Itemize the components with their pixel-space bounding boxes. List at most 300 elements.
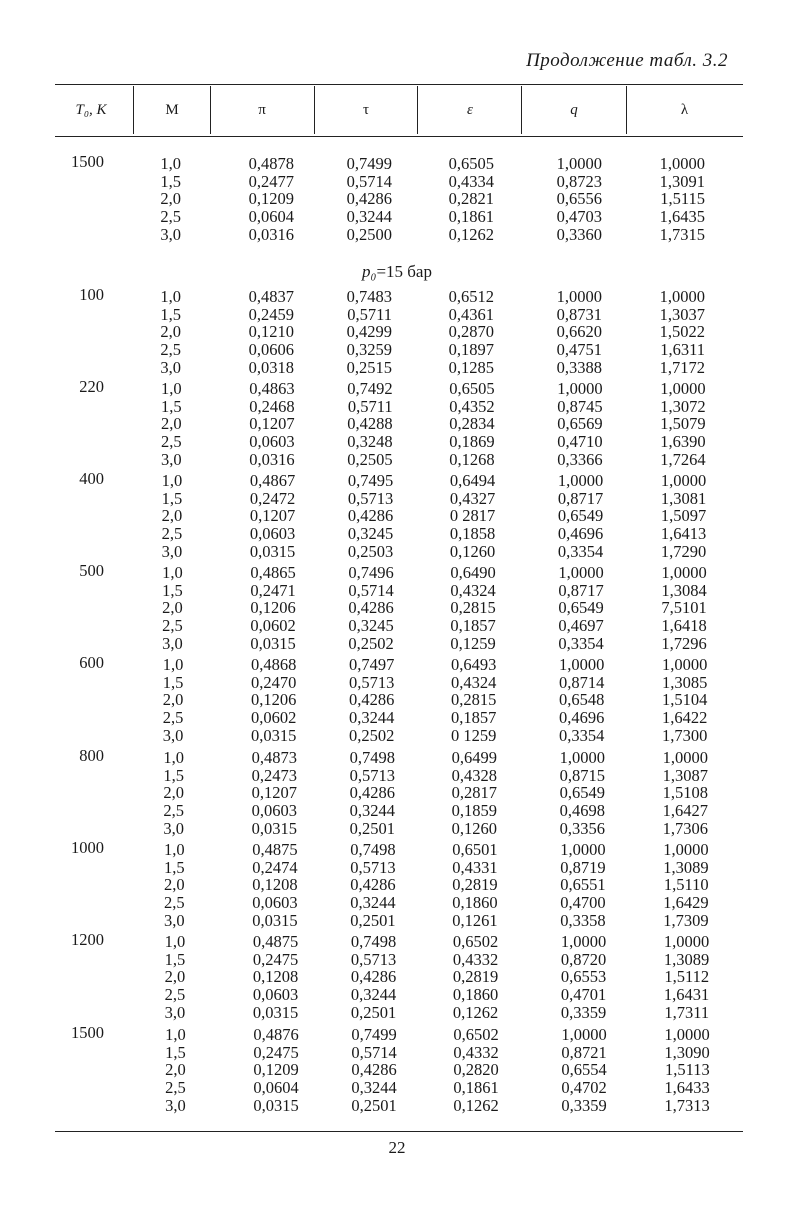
cell-mach: 2,0	[162, 598, 183, 618]
cell-epsilon: 0,1857	[450, 616, 496, 636]
cell-q: 0,3356	[559, 818, 605, 838]
cell-tau: 0,7492	[347, 379, 393, 398]
cell-pi: 0,1206	[251, 690, 297, 710]
cell-tau: 0,5714	[346, 171, 392, 191]
header-bottom-rule	[55, 136, 743, 137]
cell-q: 1,0000	[561, 1025, 607, 1044]
cell-q: 0,8714	[559, 672, 605, 692]
cell-mach: 1,5	[163, 857, 185, 877]
cell-mach: 1,0	[160, 379, 182, 398]
cell-q: 0,6556	[556, 189, 602, 209]
cell-q: 0,8721	[561, 1042, 607, 1062]
cell-epsilon: 0,1262	[452, 1002, 499, 1022]
header-top-rule	[55, 84, 743, 85]
cell-q: 0,6548	[559, 690, 605, 710]
cell-tau: 0,2501	[350, 910, 396, 930]
cell-pi: 0,1209	[253, 1060, 299, 1080]
temperature-value: 500	[79, 561, 104, 580]
cell-epsilon: 0,1859	[451, 801, 497, 821]
cell-lambda: 1,7172	[659, 357, 705, 377]
cell-tau: 0,5713	[347, 488, 394, 508]
cell-epsilon: 0,1260	[449, 541, 496, 561]
cell-mach: 2,5	[160, 432, 182, 452]
cell-mach: 3,0	[164, 1002, 186, 1022]
cell-q: 0,6549	[558, 598, 604, 618]
cell-q: 0,4696	[557, 524, 604, 544]
cell-q: 1,0000	[559, 655, 605, 674]
cell-q: 0,3354	[557, 541, 604, 561]
cell-pi: 0,0315	[250, 633, 296, 653]
cell-tau: 0,2501	[349, 818, 395, 838]
cell-epsilon: 0,6505	[448, 154, 494, 173]
cell-tau: 0,3244	[349, 708, 395, 728]
cell-epsilon: 0,2821	[448, 189, 494, 209]
temperature-value: 1500	[71, 152, 104, 171]
cell-q: 0,4703	[556, 207, 602, 227]
cell-pi: 0,0603	[249, 432, 295, 452]
cell-epsilon: 0,1285	[448, 357, 494, 377]
cell-q: 0,4697	[558, 616, 604, 636]
cell-q: 0,6569	[557, 414, 603, 434]
cell-epsilon: 0,4324	[451, 672, 497, 692]
cell-pi: 0,4875	[252, 840, 298, 859]
cell-epsilon: 0,2834	[449, 414, 495, 434]
pressure-value: =15 бар	[376, 262, 432, 281]
temperature-value: 1500	[71, 1023, 104, 1042]
header-lambda: λ	[680, 101, 689, 118]
temperature-value: 100	[79, 285, 104, 304]
header-divider	[133, 86, 134, 134]
table-header	[55, 86, 743, 134]
cell-mach: 2,5	[163, 801, 184, 821]
cell-q: 0,6620	[556, 322, 602, 342]
cell-q: 1,0000	[556, 287, 602, 306]
cell-tau: 0,7483	[346, 287, 392, 306]
cell-tau: 0,5713	[350, 857, 396, 877]
cell-mach: 2,5	[164, 985, 186, 1005]
cell-pi: 0,0602	[251, 708, 297, 728]
cell-tau: 0,5711	[347, 396, 393, 416]
cell-q: 0,4710	[557, 432, 603, 452]
cell-epsilon: 0,6493	[451, 655, 497, 674]
header-divider	[314, 86, 315, 134]
cell-lambda: 1,5115	[660, 189, 705, 209]
cell-mach: 1,0	[160, 287, 181, 306]
header-epsilon: ε	[467, 101, 473, 118]
cell-pi: 0,4868	[251, 655, 297, 674]
cell-tau: 0,3245	[348, 616, 394, 636]
cell-q: 0,8745	[557, 396, 603, 416]
cell-tau: 0,5714	[351, 1042, 397, 1062]
cell-epsilon: 0,6512	[448, 287, 494, 306]
cell-pi: 0,0603	[251, 801, 297, 821]
cell-tau: 0,3244	[346, 207, 392, 227]
cell-pi: 0,0315	[251, 725, 297, 745]
cell-mach: 2,5	[162, 616, 183, 636]
cell-pi: 0,1207	[251, 783, 297, 803]
cell-pi: 0,1207	[249, 414, 295, 434]
cell-tau: 0,5711	[347, 304, 392, 324]
cell-mach: 1,0	[162, 563, 183, 582]
cell-epsilon: 0,2820	[453, 1060, 499, 1080]
cell-lambda: 1,5097	[660, 506, 707, 526]
temperature-value: 800	[79, 746, 104, 765]
cell-epsilon: 0,1860	[452, 985, 499, 1005]
cell-pi: 0,0603	[252, 893, 298, 913]
cell-lambda: 1,7264	[660, 449, 706, 469]
cell-q: 1,0000	[556, 154, 602, 173]
cell-q: 0,3358	[560, 910, 606, 930]
cell-lambda: 1,7296	[661, 633, 707, 653]
cell-pi: 0,1206	[250, 598, 296, 618]
cell-pi: 0,2474	[252, 857, 298, 877]
cell-lambda: 1,0000	[663, 932, 710, 951]
cell-lambda: 1,6429	[663, 893, 709, 913]
cell-lambda: 1,6413	[660, 524, 707, 544]
cell-lambda: 1,0000	[661, 563, 707, 582]
cell-mach: 1,5	[160, 171, 181, 191]
cell-q: 1,0000	[557, 471, 604, 490]
cell-lambda: 1,7313	[664, 1095, 710, 1115]
cell-lambda: 1,3091	[659, 171, 705, 191]
cell-pi: 0,0315	[253, 1095, 299, 1115]
cell-mach: 2,0	[163, 783, 184, 803]
cell-epsilon: 0,1259	[450, 633, 496, 653]
cell-mach: 2,5	[165, 1078, 186, 1098]
cell-mach: 1,5	[160, 396, 182, 416]
cell-epsilon: 0,2819	[452, 967, 499, 987]
cell-q: 1,0000	[558, 563, 604, 582]
cell-lambda: 1,3089	[663, 949, 710, 969]
cell-q: 0,8723	[556, 171, 602, 191]
cell-mach: 2,0	[160, 322, 181, 342]
cell-pi: 0,2477	[248, 171, 294, 191]
cell-pi: 0,1207	[249, 506, 296, 526]
cell-lambda: 1,7300	[662, 725, 708, 745]
cell-pi: 0,2468	[249, 396, 295, 416]
cell-lambda: 1,5113	[665, 1060, 710, 1080]
cell-epsilon: 0,6502	[452, 932, 499, 951]
cell-q: 0,3360	[556, 224, 602, 244]
cell-lambda: 1,0000	[662, 748, 708, 767]
cell-epsilon: 0,2870	[448, 322, 494, 342]
cell-q: 0,8715	[559, 765, 605, 785]
cell-lambda: 1,3081	[660, 488, 707, 508]
cell-epsilon: 0,4332	[453, 1042, 499, 1062]
cell-tau: 0,4286	[350, 875, 396, 895]
pressure-symbol: p₀	[362, 262, 377, 281]
cell-q: 0,3366	[557, 449, 603, 469]
cell-q: 0,4700	[560, 893, 606, 913]
cell-tau: 0,4286	[347, 506, 394, 526]
cell-lambda: 1,6431	[663, 985, 710, 1005]
cell-lambda: 1,6427	[662, 801, 708, 821]
cell-tau: 0,7499	[346, 154, 392, 173]
cell-epsilon: 0,6499	[451, 748, 497, 767]
cell-lambda: 1,5104	[662, 690, 708, 710]
cell-pi: 0,4876	[253, 1025, 299, 1044]
cell-q: 0,6551	[560, 875, 606, 895]
cell-tau: 0,2501	[351, 1095, 397, 1115]
cell-mach: 2,5	[162, 708, 184, 728]
cell-tau: 0,7498	[350, 840, 396, 859]
cell-mach: 2,5	[163, 893, 185, 913]
cell-epsilon: 0 2817	[449, 506, 496, 526]
cell-mach: 2,5	[160, 340, 181, 360]
cell-tau: 0,5714	[348, 580, 394, 600]
cell-lambda: 1,7311	[664, 1002, 710, 1022]
cell-epsilon: 0,1268	[449, 449, 495, 469]
cell-tau: 0,4286	[346, 189, 392, 209]
cell-pi: 0,4865	[250, 563, 296, 582]
cell-tau: 0,3245	[347, 524, 394, 544]
cell-pi: 0,4837	[248, 287, 294, 306]
cell-mach: 3,0	[162, 633, 183, 653]
cell-lambda: 1,0000	[660, 379, 706, 398]
cell-epsilon: 0,2817	[451, 783, 497, 803]
cell-epsilon: 0,6490	[450, 563, 496, 582]
cell-lambda: 1,5108	[662, 783, 708, 803]
table-bottom-rule	[55, 1131, 743, 1132]
cell-q: 0,6549	[557, 506, 604, 526]
cell-mach: 1,0	[160, 154, 181, 173]
temperature-value: 600	[79, 653, 104, 672]
cell-tau: 0,4286	[349, 690, 395, 710]
cell-tau: 0,7495	[347, 471, 394, 490]
cell-q: 0,4698	[559, 801, 605, 821]
cell-mach: 3,0	[163, 910, 185, 930]
cell-lambda: 1,0000	[662, 655, 708, 674]
cell-mach: 1,5	[163, 765, 184, 785]
cell-q: 1,0000	[560, 840, 606, 859]
cell-tau: 0,7497	[349, 655, 395, 674]
cell-epsilon: 0,4332	[452, 949, 499, 969]
cell-tau: 0,2500	[346, 224, 392, 244]
cell-pi: 0,0603	[252, 985, 299, 1005]
cell-epsilon: 0,2815	[450, 598, 496, 618]
cell-pi: 0,0604	[253, 1078, 299, 1098]
cell-q: 0,8717	[557, 488, 604, 508]
cell-tau: 0,2515	[346, 357, 392, 377]
cell-tau: 0,2502	[349, 725, 395, 745]
cell-epsilon: 0,6494	[449, 471, 496, 490]
cell-mach: 1,0	[162, 655, 184, 674]
cell-lambda: 1,0000	[659, 154, 705, 173]
cell-pi: 0,1209	[248, 189, 294, 209]
cell-tau: 0,3244	[350, 893, 396, 913]
header-divider	[626, 86, 627, 134]
cell-epsilon: 0,1262	[448, 224, 494, 244]
cell-lambda: 1,3085	[662, 672, 708, 692]
cell-lambda: 1,7290	[660, 541, 707, 561]
cell-q: 0,3359	[560, 1002, 607, 1022]
cell-tau: 0,4286	[350, 967, 397, 987]
cell-mach: 3,0	[165, 1095, 186, 1115]
cell-pi: 0,2459	[248, 304, 294, 324]
cell-tau: 0,4288	[347, 414, 393, 434]
cell-tau: 0,3244	[351, 1078, 397, 1098]
cell-tau: 0,4286	[348, 598, 394, 618]
cell-mach: 1,0	[161, 471, 183, 490]
cell-lambda: 7,5101	[661, 598, 707, 618]
cell-pi: 0,0315	[252, 910, 298, 930]
cell-mach: 1,5	[164, 949, 186, 969]
cell-lambda: 1,5022	[659, 322, 705, 342]
cell-q: 0,3388	[556, 357, 602, 377]
cell-lambda: 1,3090	[664, 1042, 710, 1062]
cell-epsilon: 0,4327	[449, 488, 496, 508]
cell-epsilon: 0,4328	[451, 765, 497, 785]
cell-mach: 1,5	[161, 488, 183, 508]
cell-tau: 0,7499	[351, 1025, 397, 1044]
cell-lambda: 1,7315	[659, 224, 705, 244]
cell-q: 0,4696	[559, 708, 605, 728]
cell-epsilon: 0,4352	[449, 396, 495, 416]
cell-tau: 0,5713	[349, 765, 395, 785]
cell-pi: 0,0315	[252, 1002, 299, 1022]
cell-epsilon: 0,2815	[451, 690, 497, 710]
cell-tau: 0,3244	[350, 985, 397, 1005]
pressure-subheading	[0, 262, 794, 282]
cell-tau: 0,4286	[349, 783, 395, 803]
page-number: 22	[388, 1138, 406, 1157]
cell-mach: 3,0	[161, 541, 183, 561]
cell-tau: 0,2502	[348, 633, 394, 653]
cell-epsilon: 0,6501	[452, 840, 498, 859]
cell-lambda: 1,0000	[659, 287, 705, 306]
cell-tau: 0,7498	[349, 748, 395, 767]
cell-epsilon: 0,4324	[450, 580, 496, 600]
cell-q: 0,3354	[558, 633, 604, 653]
cell-q: 0,4701	[560, 985, 607, 1005]
cell-q: 0,8717	[558, 580, 604, 600]
temperature-value: 1000	[71, 838, 104, 857]
cell-mach: 1,5	[162, 672, 184, 692]
temperature-value: 220	[79, 377, 104, 396]
cell-mach: 2,0	[160, 189, 181, 209]
header-pi: π	[258, 101, 266, 118]
cell-lambda: 1,0000	[663, 840, 709, 859]
cell-lambda: 1,6311	[660, 340, 705, 360]
cell-lambda: 1,7309	[663, 910, 709, 930]
cell-lambda: 1,3072	[660, 396, 706, 416]
cell-pi: 0,2472	[249, 488, 296, 508]
cell-epsilon: 0,1858	[449, 524, 496, 544]
cell-q: 1,0000	[559, 748, 605, 767]
cell-epsilon: 0,6502	[453, 1025, 499, 1044]
cell-q: 0,8720	[560, 949, 607, 969]
cell-pi: 0,4867	[249, 471, 296, 490]
cell-pi: 0,4873	[251, 748, 297, 767]
cell-pi: 0,1210	[248, 322, 294, 342]
cell-tau: 0,5713	[349, 672, 395, 692]
cell-epsilon: 0,1260	[451, 818, 497, 838]
cell-pi: 0,0318	[248, 357, 294, 377]
cell-epsilon: 0,1861	[453, 1078, 499, 1098]
cell-lambda: 1,6433	[664, 1078, 710, 1098]
cell-mach: 1,5	[165, 1042, 186, 1062]
cell-q: 1,0000	[557, 379, 603, 398]
cell-tau: 0,3259	[346, 340, 392, 360]
cell-tau: 0,2501	[350, 1002, 397, 1022]
cell-lambda: 1,0000	[664, 1025, 710, 1044]
cell-lambda: 1,6435	[659, 207, 705, 227]
header-divider	[210, 86, 211, 134]
cell-pi: 0,4878	[248, 154, 294, 173]
cell-mach: 1,5	[162, 580, 183, 600]
cell-lambda: 1,6418	[661, 616, 707, 636]
cell-pi: 0,0604	[248, 207, 294, 227]
cell-mach: 3,0	[160, 449, 182, 469]
cell-lambda: 1,5110	[663, 875, 709, 895]
cell-q: 0,6549	[559, 783, 605, 803]
cell-pi: 0,0603	[249, 524, 296, 544]
cell-pi: 0,2470	[251, 672, 297, 692]
cell-pi: 0,2475	[253, 1042, 299, 1062]
cell-tau: 0,7498	[350, 932, 397, 951]
cell-lambda: 1,3037	[659, 304, 705, 324]
cell-mach: 2,5	[161, 524, 183, 544]
cell-mach: 2,0	[164, 967, 186, 987]
cell-q: 0,6553	[560, 967, 607, 987]
cell-mach: 1,0	[165, 1025, 186, 1044]
cell-lambda: 1,6422	[662, 708, 708, 728]
table-caption: Продолжение табл. 3.2	[526, 50, 728, 71]
cell-mach: 1,0	[163, 840, 185, 859]
cell-epsilon: 0,6505	[449, 379, 495, 398]
cell-q: 0,3354	[559, 725, 605, 745]
cell-q: 0,6554	[561, 1060, 607, 1080]
cell-epsilon: 0,2819	[452, 875, 498, 895]
cell-q: 0,8719	[560, 857, 606, 877]
cell-tau: 0,4299	[346, 322, 392, 342]
cell-lambda: 1,3087	[662, 765, 708, 785]
cell-pi: 0,0316	[248, 224, 294, 244]
cell-mach: 1,0	[164, 932, 186, 951]
cell-mach: 1,0	[163, 748, 184, 767]
cell-lambda: 1,3084	[661, 580, 707, 600]
cell-pi: 0,4875	[252, 932, 299, 951]
cell-epsilon: 0,1861	[448, 207, 494, 227]
cell-pi: 0,1208	[252, 875, 298, 895]
cell-pi: 0,0316	[249, 449, 295, 469]
cell-pi: 0,2471	[250, 580, 296, 600]
cell-tau: 0,2503	[347, 541, 394, 561]
cell-q: 1,0000	[560, 932, 607, 951]
header-divider	[521, 86, 522, 134]
cell-pi: 0,0606	[248, 340, 294, 360]
cell-epsilon: 0,4334	[448, 171, 494, 191]
cell-mach: 3,0	[162, 725, 184, 745]
cell-epsilon: 0 1259	[451, 725, 497, 745]
cell-pi: 0,0602	[250, 616, 296, 636]
header-divider	[417, 86, 418, 134]
header-q: q	[570, 101, 578, 118]
cell-mach: 2,0	[160, 414, 182, 434]
cell-tau: 0,4286	[351, 1060, 397, 1080]
cell-epsilon: 0,1860	[452, 893, 498, 913]
cell-mach: 2,0	[162, 690, 184, 710]
header-tau: τ	[362, 101, 370, 118]
cell-epsilon: 0,4361	[448, 304, 494, 324]
cell-q: 0,4702	[561, 1078, 607, 1098]
cell-epsilon: 0,1857	[451, 708, 497, 728]
cell-tau: 0,3248	[347, 432, 393, 452]
cell-lambda: 1,3089	[663, 857, 709, 877]
cell-epsilon: 0,1869	[449, 432, 495, 452]
header-temperature: T₀, К	[75, 101, 107, 118]
cell-tau: 0,7496	[348, 563, 394, 582]
